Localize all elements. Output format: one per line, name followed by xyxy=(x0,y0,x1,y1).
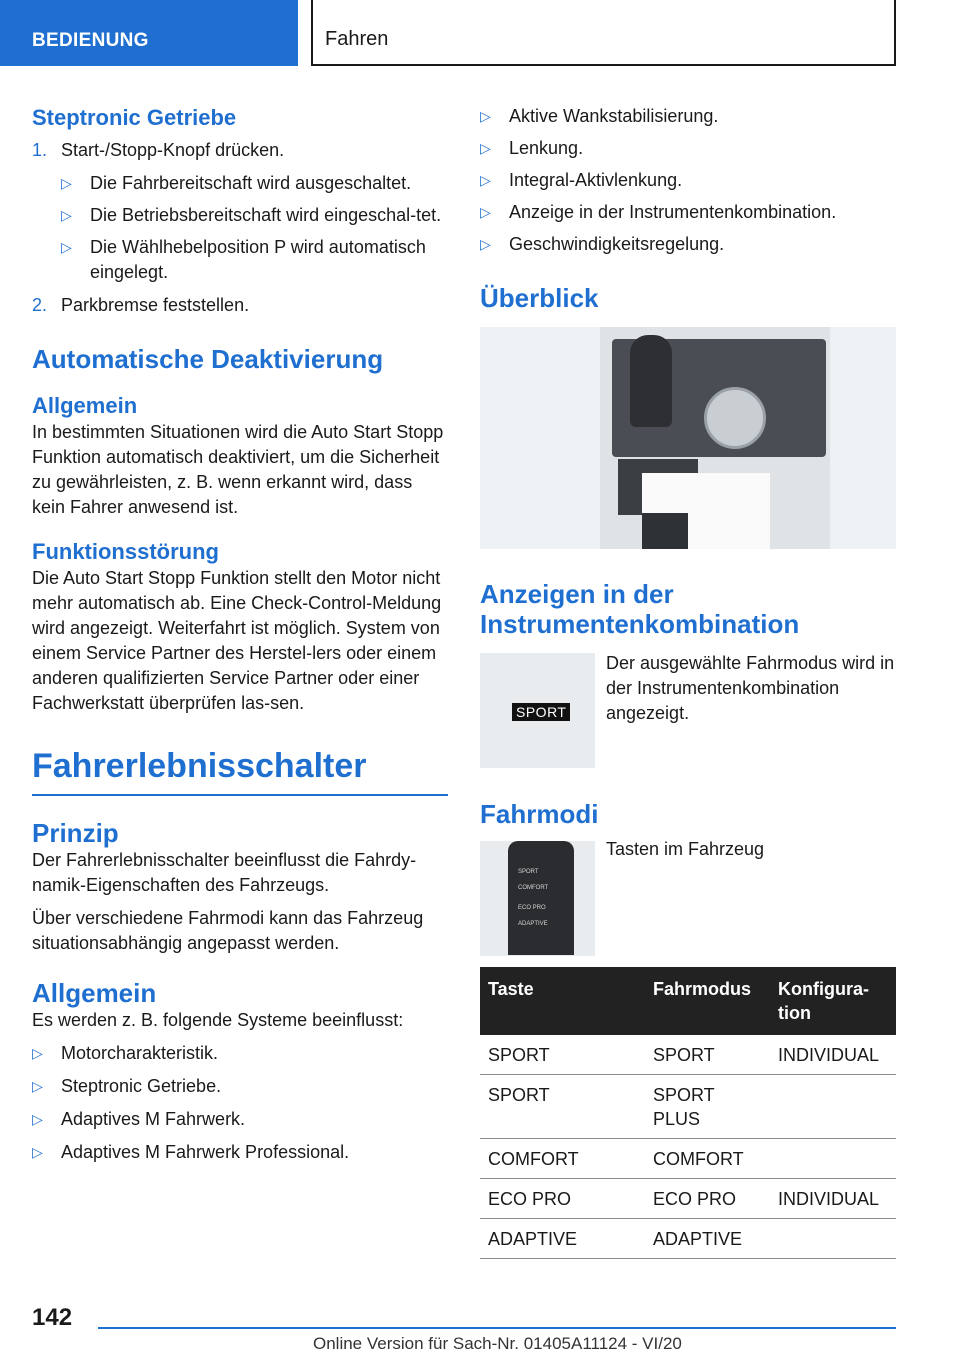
chapter-label: Fahren xyxy=(325,28,389,50)
column-header: Fahrmodus xyxy=(645,967,770,1035)
triangle-bullet-icon: ▷ xyxy=(480,172,491,188)
footer-rule xyxy=(98,1327,896,1329)
modes-table xyxy=(480,967,896,1259)
triangle-bullet-icon: ▷ xyxy=(32,1078,43,1094)
display-heading: Anzeigen in der Instrumentenkombination xyxy=(480,579,800,639)
list-item: ▷ Steptronic Getriebe. xyxy=(32,1074,448,1099)
triangle-bullet-icon: ▷ xyxy=(480,204,491,220)
triangle-bullet-icon: ▷ xyxy=(480,108,491,124)
table-row: SPORT SPORT INDIVIDUAL xyxy=(480,1035,896,1075)
column-header: Konfigura-tion xyxy=(770,967,896,1035)
mode-button-panel: SPORT COMFORT ECO PRO ADAPTIVE xyxy=(508,841,574,955)
table-header-row xyxy=(480,967,896,1035)
step-2 xyxy=(32,293,448,318)
triangle-bullet-icon: ▷ xyxy=(32,1045,43,1061)
footer-version-text: Online Version für Sach-Nr. 01405A11124 - VI/20 xyxy=(313,1334,682,1353)
list-item: ▷ Integral-Aktivlenkung. xyxy=(480,168,896,193)
modes-section xyxy=(480,841,896,957)
display-section xyxy=(480,653,896,769)
list-item: ▷ Die Betriebsbereitschaft wird eingeschal-tet. xyxy=(61,203,448,228)
general-text-2: Es werden z. B. folgende Systeme beeinflusst: xyxy=(32,1010,404,1030)
section-tab xyxy=(0,0,298,66)
list-item: ▷ Adaptives M Fahrwerk Professional. xyxy=(32,1140,448,1165)
triangle-bullet-icon: ▷ xyxy=(61,207,72,223)
sport-badge: SPORT xyxy=(512,703,570,721)
list-item: ▷ Geschwindigkeitsregelung. xyxy=(480,232,896,257)
driving-experience-heading: Fahrerlebnisschalter xyxy=(32,747,367,785)
display-text: Der ausgewählte Fahrmodus wird in der Instrumentenkombination angezeigt. xyxy=(606,653,895,723)
general-text: In bestimmten Situationen wird die Auto Start Stopp Funktion automatisch deaktiviert, um die Sicherheit zu gewährleisten, z. B. wenn erkannt wird, dass kein Fahrer anwesend ist. xyxy=(32,422,444,517)
chapter-tab xyxy=(311,0,896,66)
triangle-bullet-icon: ▷ xyxy=(61,175,72,191)
left-column xyxy=(32,104,448,1165)
section-label: BEDIENUNG xyxy=(32,30,149,51)
overview-heading: Überblick xyxy=(480,283,599,313)
list-item: ▷ Aktive Wankstabilisierung. xyxy=(480,104,896,129)
principle-text-1: Der Fahrerlebnisschalter beeinflusst die Fahrdy-namik-Eigenschaften des Fahrzeugs. xyxy=(32,850,417,895)
triangle-bullet-icon: ▷ xyxy=(480,140,491,156)
display-thumbnail xyxy=(480,653,595,768)
table-row: SPORT SPORT PLUS xyxy=(480,1075,896,1139)
right-column xyxy=(480,104,896,1259)
table-row: COMFORT COMFORT xyxy=(480,1139,896,1179)
principle-heading: Prinzip xyxy=(32,818,119,848)
step-number: 1. xyxy=(32,140,48,160)
general-heading-2: Allgemein xyxy=(32,978,157,1008)
step-text: Parkbremse feststellen. xyxy=(61,295,250,315)
list-item: ▷ Anzeige in der Instrumentenkombination. xyxy=(480,200,896,225)
triangle-bullet-icon: ▷ xyxy=(480,236,491,252)
triangle-bullet-icon: ▷ xyxy=(32,1111,43,1127)
general-heading: Allgemein xyxy=(32,393,138,418)
heading-rule xyxy=(32,794,448,796)
malfunction-heading: Funktionsstörung xyxy=(32,539,219,564)
triangle-bullet-icon: ▷ xyxy=(32,1144,43,1160)
controller-knob-icon xyxy=(704,387,766,449)
table-row: ADAPTIVE ADAPTIVE xyxy=(480,1219,896,1259)
modes-text: Tasten im Fahrzeug xyxy=(606,839,765,859)
malfunction-text: Die Auto Start Stopp Funktion stellt den Motor nicht mehr automatisch ab. Eine Check-Control-Meldung wird angezeigt. Weiterfahrt ist möglich. System von einem Service Partner des Herstel-lers oder einem anderen qualifizierten Service Partner oder einer Fachwerkstatt überprüfen las-sen. xyxy=(32,568,442,713)
step-text: Start-/Stopp-Knopf drücken. xyxy=(61,140,285,160)
mode-buttons-photo xyxy=(480,841,595,956)
list-item: ▷ Adaptives M Fahrwerk. xyxy=(32,1107,448,1132)
column-header: Taste xyxy=(480,967,645,1035)
console-photo xyxy=(480,327,896,549)
gear-lever-icon xyxy=(630,335,672,427)
steptronic-heading: Steptronic Getriebe xyxy=(32,105,237,130)
table-row: ECO PRO ECO PRO INDIVIDUAL xyxy=(480,1179,896,1219)
step-1 xyxy=(32,138,448,163)
list-item: ▷ Motorcharakteristik. xyxy=(32,1041,448,1066)
list-item: ▷ Die Wählhebelposition P wird automatisch eingelegt. xyxy=(61,237,426,282)
auto-deactivation-heading: Automatische Deaktivierung xyxy=(32,344,384,374)
principle-text-2: Über verschiedene Fahrmodi kann das Fahrzeug situationsabhängig angepasst werden. xyxy=(32,908,424,953)
list-item: ▷ Die Fahrbereitschaft wird ausgeschaltet. xyxy=(61,171,448,196)
page-number: 142 xyxy=(32,1304,73,1331)
triangle-bullet-icon: ▷ xyxy=(61,239,72,255)
driving-modes-heading: Fahrmodi xyxy=(480,799,599,829)
step-number: 2. xyxy=(32,295,48,315)
list-item: ▷ Lenkung. xyxy=(480,136,896,161)
